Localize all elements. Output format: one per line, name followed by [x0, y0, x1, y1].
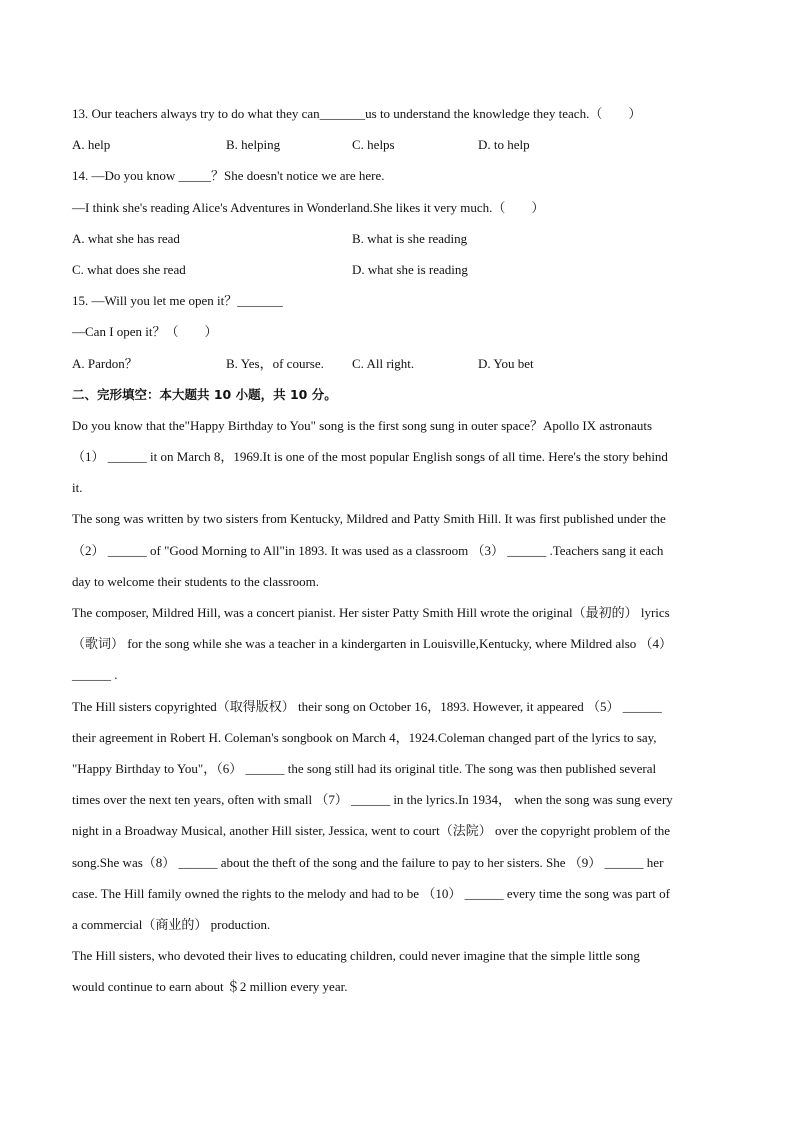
section-heading: 二、完形填空：本大题共 10 小题，共 10 分。: [72, 386, 337, 402]
passage-line: night in a Broadway Musical, another Hill sister, Jessica, went to court（法院） over the copyright problem of the: [72, 823, 671, 839]
option-c[interactable]: C. All right.: [352, 355, 415, 371]
option-b[interactable]: B. Yes，of course.: [226, 355, 324, 371]
question-13-stem: [72, 98, 722, 129]
question-15-options: [72, 348, 722, 379]
passage-line: The song was written by two sisters from Kentucky, Mildred and Patty Smith Hill. It was first published under the: [72, 511, 666, 527]
question-15-stem-continued: —Can I open it？（ ）: [72, 324, 218, 340]
exam-page: [72, 98, 722, 1002]
passage-line: ______ .: [72, 667, 118, 683]
option-b[interactable]: B. what is she reading: [352, 230, 468, 246]
question-14-stem: [72, 160, 722, 191]
passage-line: case. The Hill family owned the rights to the melody and had to be （10） ______ every time the song was part of: [72, 885, 670, 901]
passage-line: times over the next ten years, often with small （7） ______ in the lyrics.In 1934， when the song was sung every: [72, 792, 673, 808]
option-c[interactable]: C. helps: [352, 137, 395, 153]
option-a[interactable]: A. what she has read: [72, 230, 180, 246]
passage-line: （歌词） for the song while she was a teacher in a kindergarten in Louisville,Kentucky, where Mildred also （4）: [72, 636, 673, 652]
passage-line: day to welcome their students to the classroom.: [72, 573, 319, 589]
passage-line: （2） ______ of "Good Morning to All"in 1893. It was used as a classroom （3） ______ .Teachers sang it each: [72, 542, 664, 558]
passage-line: Do you know that the"Happy Birthday to You" song is the first song sung in outer space？Apollo IX astronauts: [72, 417, 653, 433]
question-number: 13.: [72, 106, 89, 121]
question-14-options-row-1: [72, 223, 722, 254]
passage-line: The Hill sisters, who devoted their lives to educating children, could never imagine that the simple little song: [72, 948, 640, 964]
option-a[interactable]: A. help: [72, 137, 111, 153]
option-d[interactable]: D. what she is reading: [352, 261, 468, 277]
question-15-stem: [72, 285, 722, 316]
passage-line: The Hill sisters copyrighted（取得版权） their song on October 16，1893. However, it appeared （5） ______: [72, 698, 662, 714]
passage-line: The composer, Mildred Hill, was a concert pianist. Her sister Patty Smith Hill wrote the original（最初的） lyrics: [72, 605, 670, 620]
question-13-options: [72, 129, 722, 160]
option-d[interactable]: D. to help: [478, 137, 530, 153]
option-d[interactable]: D. You bet: [478, 355, 534, 371]
question-text: —Do you know _____？She doesn't notice we are here.: [91, 168, 385, 184]
passage-line: their agreement in Robert H. Coleman's songbook on March 4，1924.Coleman changed part of the lyrics to say,: [72, 729, 657, 745]
passage-line: song.She was（8） ______ about the theft of the song and the failure to pay to her sisters. She （9） ______ her: [72, 854, 664, 870]
option-a[interactable]: A. Pardon？: [72, 355, 138, 371]
question-number: 15.: [72, 293, 89, 309]
question-14-options-row-2: [72, 254, 722, 285]
question-text: Our teachers always try to do what they can_______us to understand the knowledge they teach.（ ）: [91, 106, 642, 121]
option-b[interactable]: B. helping: [226, 137, 281, 153]
question-14-stem-continued: —I think she's reading Alice's Adventures in Wonderland.She likes it very much.（ ）: [72, 199, 545, 215]
question-number: 14.: [72, 168, 89, 184]
passage-line: "Happy Birthday to You"，（6） ______ the song still had its original title. The song was then published several: [72, 760, 657, 776]
option-c[interactable]: C. what does she read: [72, 261, 186, 277]
passage-line: a commercial（商业的） production.: [72, 916, 271, 932]
passage-line: it.: [72, 480, 83, 496]
question-text: —Will you let me open it？_______: [91, 293, 283, 309]
passage-line: would continue to earn about ＄2 million every year.: [72, 979, 348, 995]
passage-line: （1） ______ it on March 8，1969.It is one of the most popular English songs of all time. Here's the story behind: [72, 449, 668, 465]
